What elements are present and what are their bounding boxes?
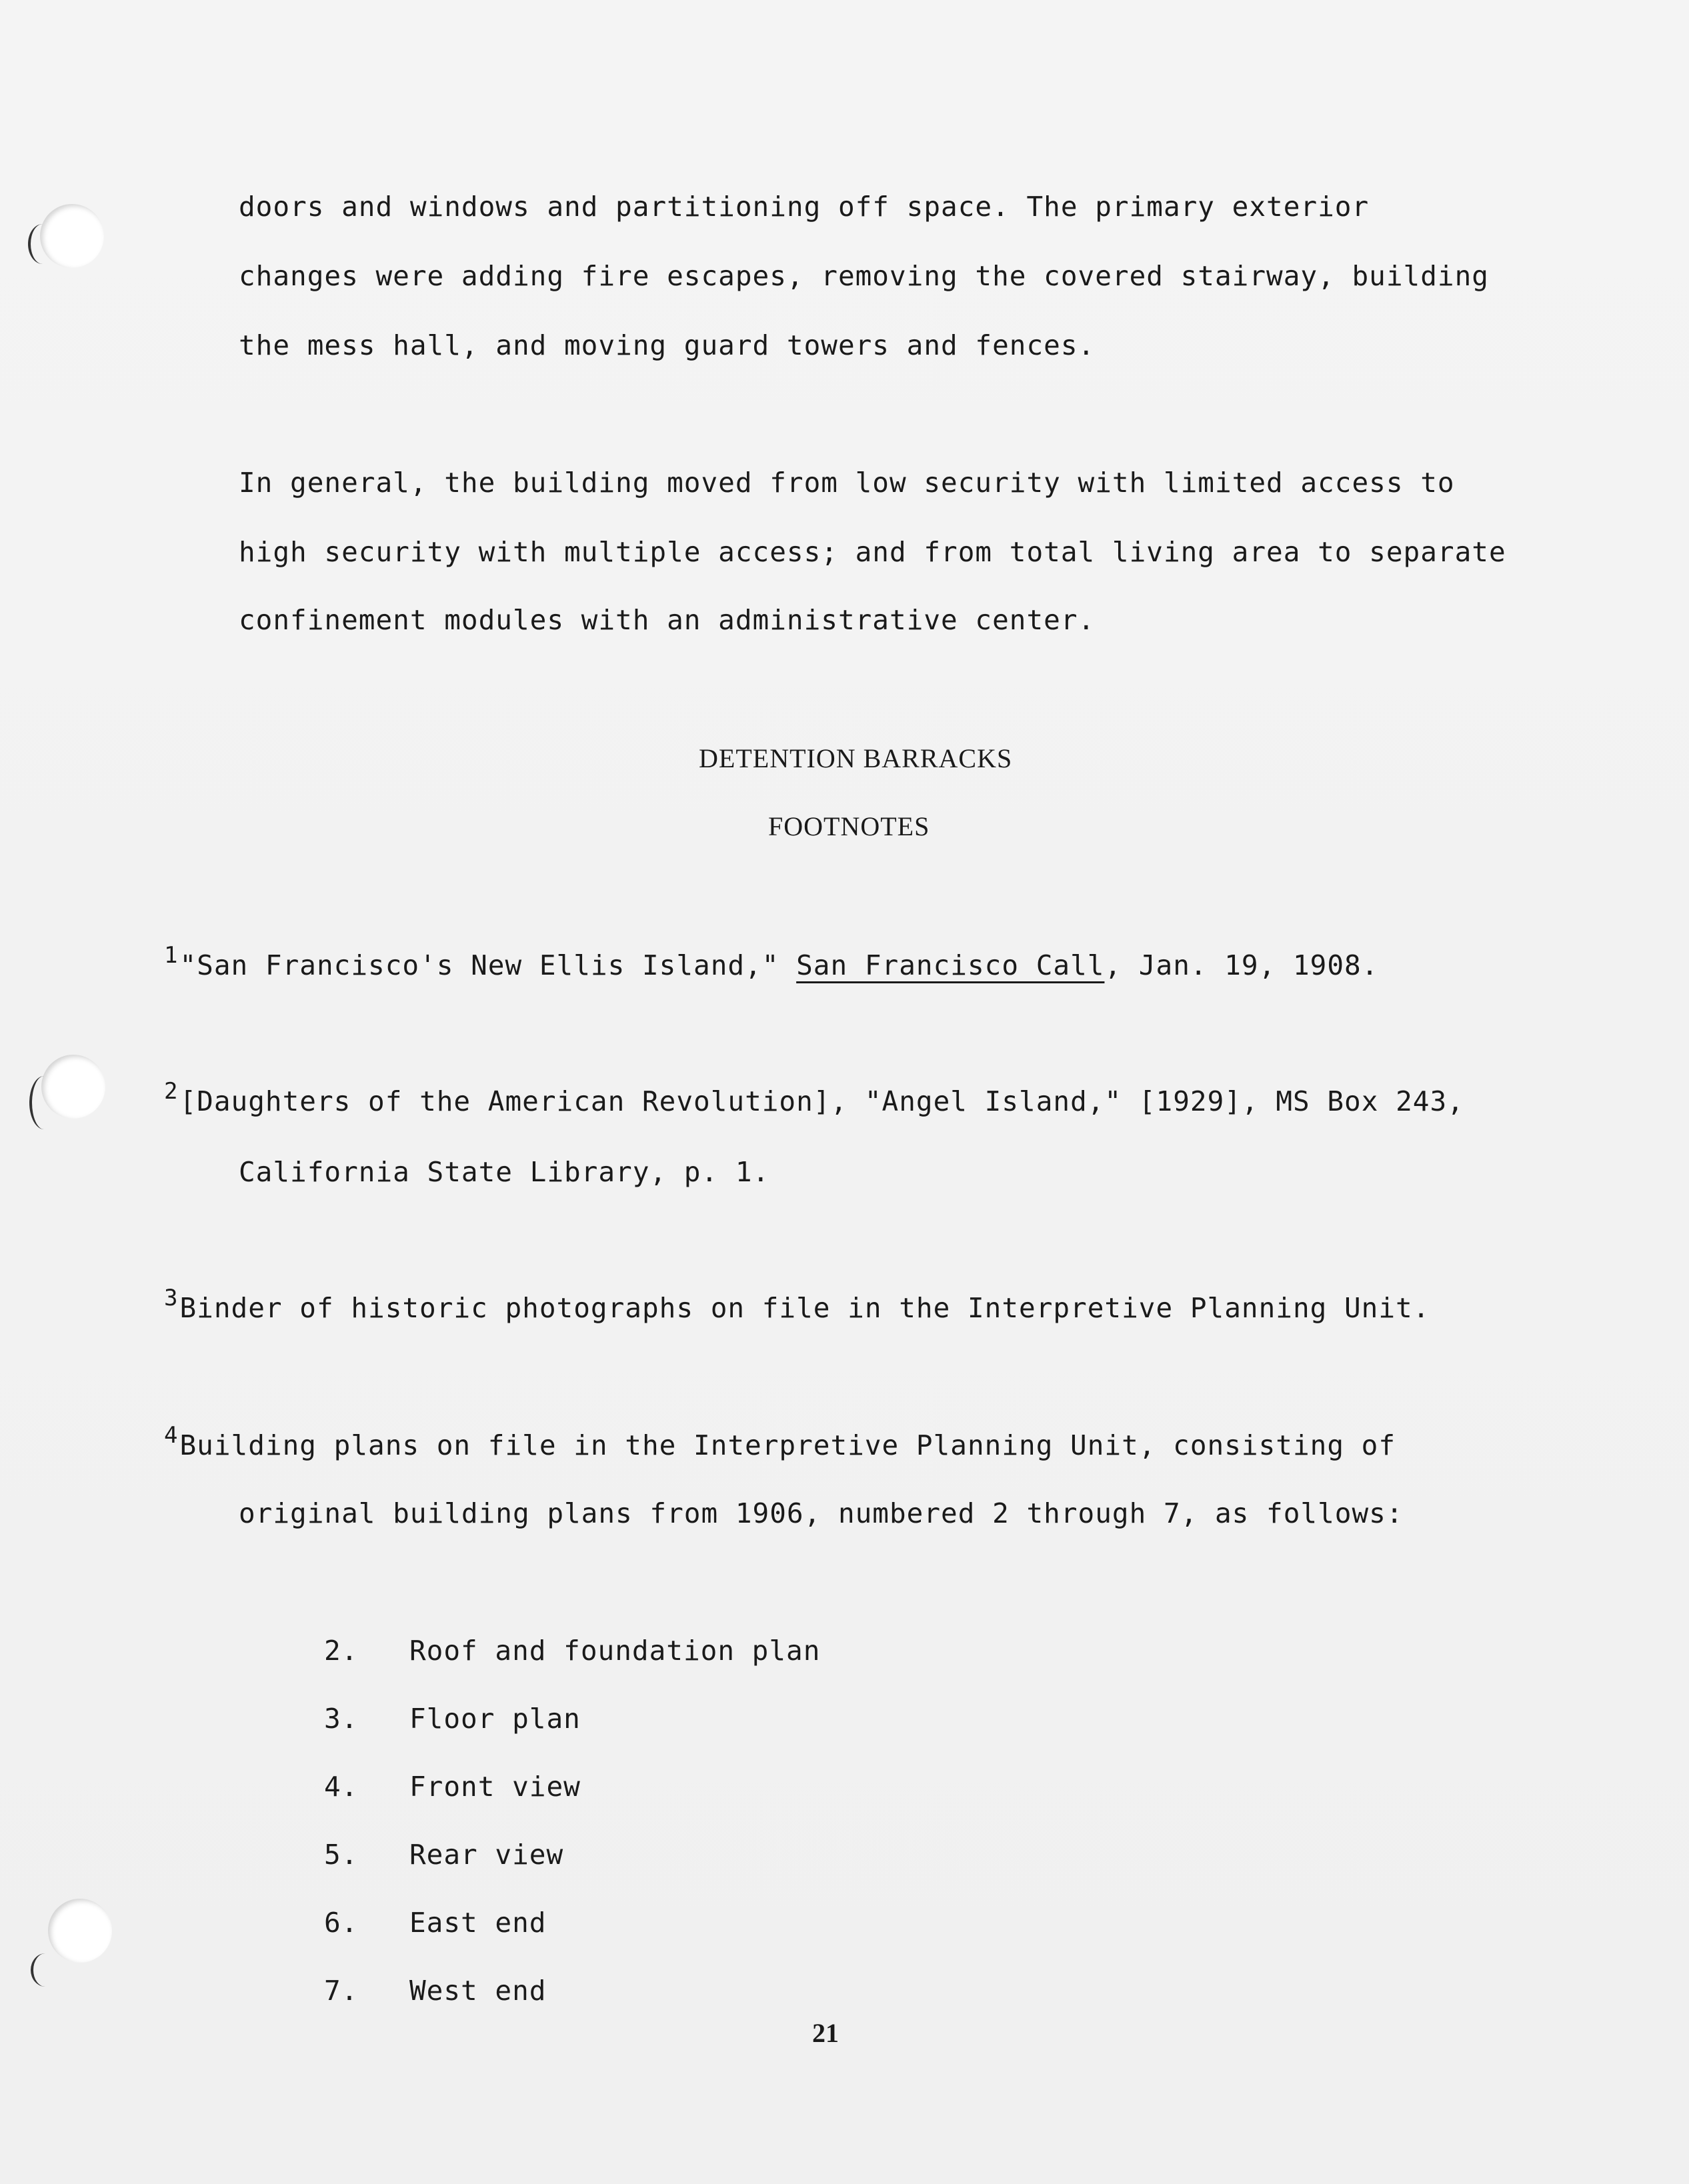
punch-hole-middle-edge (29, 1076, 59, 1129)
footnote-2-line-1 (164, 1078, 1464, 1117)
paragraph-2-line-1: In general, the building moved from low security with limited access to (239, 467, 1455, 499)
punch-hole-bottom-edge (31, 1953, 60, 1987)
footnote-3 (164, 1285, 1430, 1324)
paragraph-2-line-2: high security with multiple access; and from total living area to separate (239, 536, 1506, 568)
footnote-1-title: "San Francisco's New Ellis Island," (179, 949, 797, 981)
footnote-2-author: Daughters of the American Revolution (197, 1085, 813, 1117)
footnote-2-number: 2 (164, 1078, 179, 1105)
footnote-2-year-open: [ (1138, 1085, 1156, 1117)
section-title: DETENTION BARRACKS (699, 743, 1013, 773)
footnote-1 (164, 942, 1379, 981)
plan-list-number: 2. (324, 1635, 359, 1667)
paragraph-1-line-2: changes were adding fire escapes, removing the covered stairway, building (239, 260, 1489, 292)
footnote-2-year: 1929 (1156, 1085, 1225, 1117)
plan-list-number: 6. (324, 1907, 359, 1939)
plan-list-number: 5. (324, 1839, 359, 1871)
plan-list-label: East end (409, 1907, 547, 1939)
plan-list-label: Rear view (409, 1839, 564, 1871)
paragraph-1-line-3: the mess hall, and moving guard towers and fences. (239, 329, 1096, 361)
footnote-2-box: , MS Box 243, (1241, 1085, 1464, 1117)
footnote-1-number: 1 (164, 942, 179, 969)
plan-list-label: Roof and foundation plan (409, 1635, 821, 1667)
plan-list-number: 3. (324, 1703, 359, 1735)
footnote-4-number: 4 (164, 1422, 179, 1449)
footnote-2-line-2: California State Library, p. 1. (239, 1156, 770, 1188)
footnote-4-line-2: original building plans from 1906, numbered 2 through 7, as follows: (239, 1497, 1404, 1529)
plan-list-number: 4. (324, 1771, 359, 1803)
footnote-2-bracket-close: ] (813, 1085, 831, 1117)
footnote-3-number: 3 (164, 1285, 179, 1311)
footnote-3-text: Binder of historic photographs on file in the Interpretive Planning Unit. (179, 1292, 1430, 1324)
plan-list-label: West end (409, 1975, 547, 2007)
plan-list-label: Floor plan (409, 1703, 581, 1735)
section-subtitle: FOOTNOTES (768, 811, 930, 841)
plan-list-number: 7. (324, 1975, 359, 2007)
plan-list-label: Front view (409, 1771, 581, 1803)
footnote-2-year-close: ] (1224, 1085, 1242, 1117)
footnote-4-text: Building plans on file in the Interpretive Planning Unit, consisting of (179, 1429, 1396, 1461)
footnote-2-title: , "Angel Island," (830, 1085, 1139, 1117)
paragraph-2-line-3: confinement modules with an administrative center. (239, 604, 1096, 636)
footnote-2-bracket-open: [ (179, 1085, 197, 1117)
punch-hole-top-edge (28, 224, 57, 264)
footnote-4-line-1 (164, 1422, 1396, 1461)
page-number: 21 (812, 2018, 839, 2048)
footnote-1-date: , Jan. 19, 1908. (1104, 949, 1379, 981)
footnote-1-publication: San Francisco Call (796, 949, 1105, 981)
paragraph-1-line-1: doors and windows and partitioning off space. The primary exterior (239, 191, 1370, 223)
